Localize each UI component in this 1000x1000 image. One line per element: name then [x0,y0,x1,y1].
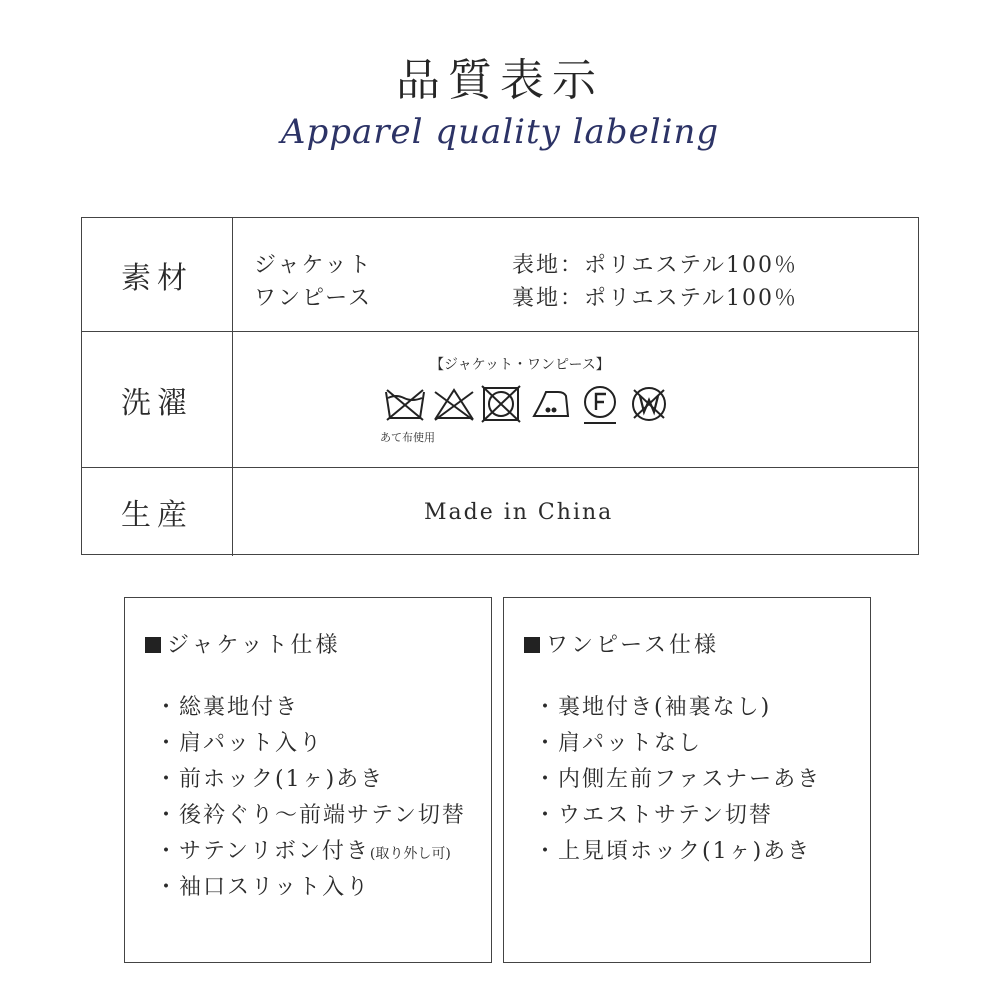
list-item: ・肩パットなし [534,731,703,756]
dress-spec-title-text: ワンピース仕様 [546,633,720,658]
jacket-spec-box [124,597,492,963]
origin-label: 生産 [82,468,233,556]
list-item: ・肩パット入り [155,731,324,756]
dress-spec-list [534,690,821,870]
jacket-spec-title-text: ジャケット仕様 [167,633,341,658]
care-symbols [382,382,672,428]
list-item: ・前ホック(1ヶ)あき [155,767,385,792]
care-label: 洗濯 [82,332,233,467]
page-title: 品質表示 [396,55,604,106]
iron-low-icon [534,392,568,416]
dry-clean-f-icon [584,387,616,423]
material-value-outer: 表地：ポリエステル100％ [512,253,799,278]
list-item-note: (取り外し可) [369,846,451,862]
no-bleach-icon [435,390,473,420]
no-tumble-dry-icon [482,386,520,422]
material-item-jacket: ジャケット [254,253,373,278]
jacket-spec-title [145,628,340,659]
list-item: ・内側左前ファスナーあき [534,767,822,792]
material-label: 素材 [82,218,233,331]
list-item: ・裏地付き(袖裏なし) [534,695,772,720]
list-item: ・ウエストサテン切替 [534,803,773,828]
no-wash-icon [386,390,424,420]
list-item: ・総裏地付き [155,695,300,720]
dress-spec-title [524,628,719,659]
material-item-dress: ワンピース [254,286,373,311]
list-item: ・後衿ぐり～前端サテン切替 [155,803,466,828]
list-item: ・上見頃ホック(1ヶ)あき [534,839,812,864]
origin-value: Made in China [424,500,614,525]
care-caption: 【ジャケット・ワンピース】 [430,357,610,373]
square-bullet-icon [145,637,161,653]
list-item: ・袖口スリット入り [155,875,371,900]
care-note: あて布使用 [380,431,435,444]
material-value-lining: 裏地：ポリエステル100％ [512,286,799,311]
list-item-text: ・サテンリボン付き [155,839,370,864]
care-row [82,332,918,468]
dress-spec-box [503,597,871,963]
no-wet-clean-icon [633,388,665,420]
origin-row [82,468,918,556]
square-bullet-icon [524,637,540,653]
list-item [155,834,466,870]
quality-table [81,217,919,555]
material-row [82,218,918,332]
jacket-spec-list [155,690,466,906]
page-subtitle: Apparel quality labeling [280,112,720,152]
